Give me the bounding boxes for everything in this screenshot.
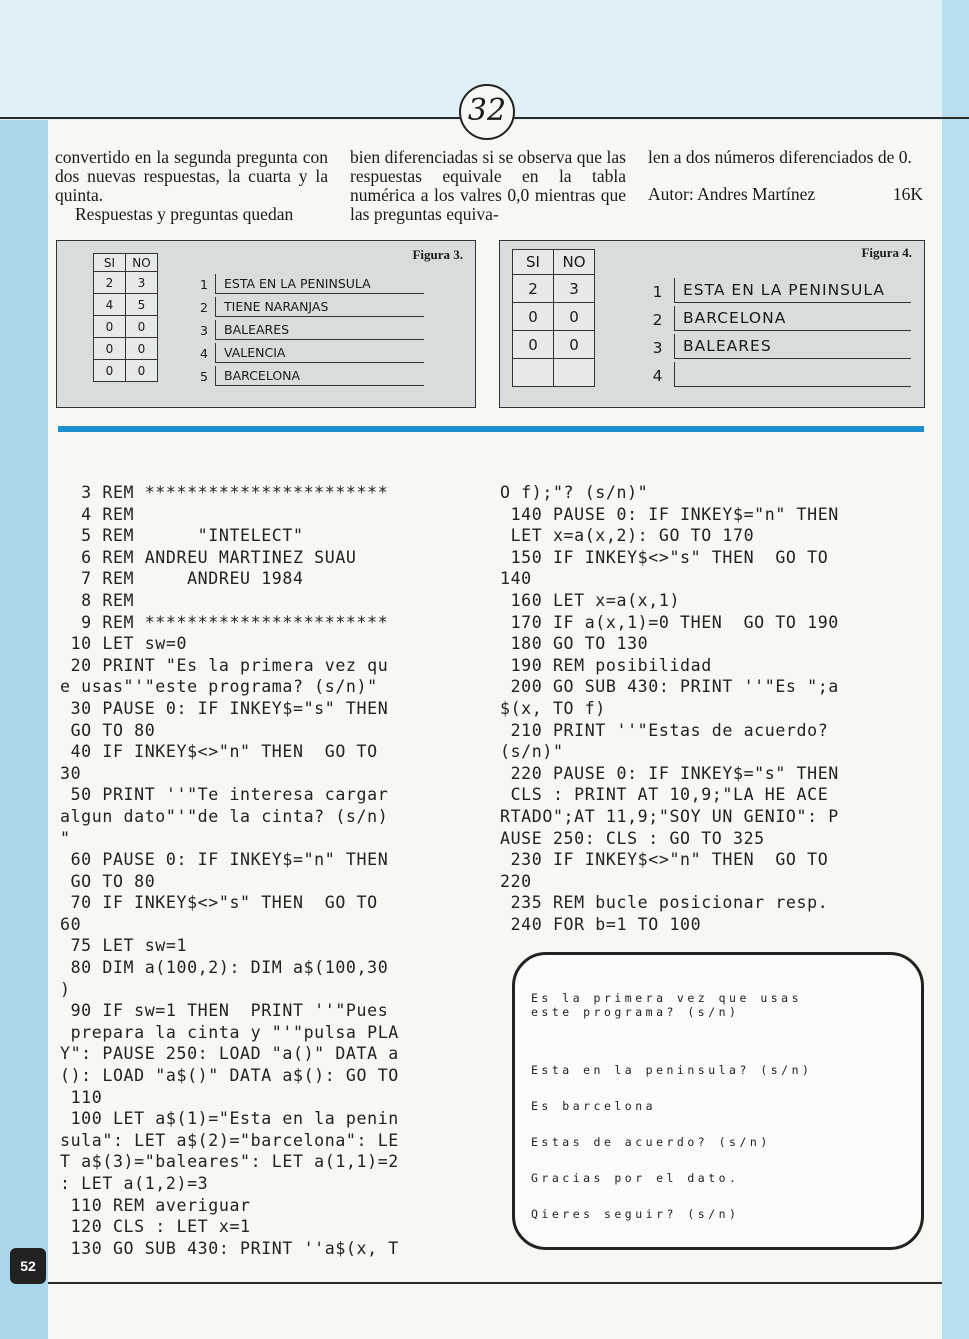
answer-text: VALENCIA: [215, 343, 424, 363]
code-line: prepara la cinta y "'"pulsa PLA: [60, 1022, 399, 1042]
figure-4: [499, 240, 925, 408]
code-line: 100 LET a$(1)="Esta en la penin: [60, 1109, 399, 1129]
table-row: [94, 316, 158, 338]
answer-number: 2: [200, 300, 208, 315]
table-header-cell: SI: [513, 250, 554, 275]
code-line: 230 IF INKEY$<>"n" THEN GO TO: [500, 850, 829, 870]
code-line: : LET a(1,2)=3: [60, 1174, 209, 1193]
screen-line: Es barcelona: [531, 1099, 657, 1113]
code-line: 70 IF INKEY$<>"s" THEN GO TO: [60, 893, 378, 913]
table-cell: 0: [94, 338, 126, 360]
figure-3-table: [93, 253, 158, 382]
answer-number: 4: [200, 346, 208, 361]
code-line: 30: [60, 763, 82, 783]
table-row: [513, 331, 595, 359]
table-cell: 0: [554, 303, 595, 331]
code-line: 6 REM ANDREU MARTINEZ SUAU: [60, 547, 357, 567]
answer-text: [674, 362, 911, 387]
intro-column-1: [55, 148, 328, 224]
code-line: algun dato"'"de la cinta? (s/n): [60, 806, 389, 826]
table-cell: [554, 359, 595, 387]
figure-3-label: Figura 3.: [412, 247, 463, 262]
code-line: T a$(3)="baleares": LET a(1,1)=2: [60, 1152, 399, 1172]
intro-paragraph: bien diferenciadas si se observa que las respuestas equivale en la tabla numérica a los valres 0,0 mientras que las preguntas equiva-: [350, 147, 626, 224]
table-header-row: [513, 250, 595, 275]
code-line: (s/n)": [500, 742, 564, 762]
code-line: 200 GO SUB 430: PRINT ''"Es ";a: [500, 677, 839, 697]
screen-line: Es la primera vez que usas: [531, 991, 803, 1005]
answer-text: ESTA EN LA PENINSULA: [215, 274, 424, 294]
answer-number: 1: [652, 283, 664, 301]
table-cell: [513, 359, 554, 387]
memory-size: 16K: [892, 184, 923, 204]
figure-4-table: [512, 249, 595, 387]
code-line: 120 CLS : LET x=1: [60, 1217, 251, 1237]
code-line: 90 IF sw=1 THEN PRINT ''"Pues: [60, 1001, 389, 1021]
table-cell: 5: [126, 294, 158, 316]
code-line: 140 PAUSE 0: IF INKEY$="n" THEN: [500, 504, 839, 524]
table-header-cell: SI: [94, 254, 126, 272]
table-cell: 0: [126, 338, 158, 360]
code-line: 9 REM ***********************: [60, 612, 389, 632]
code-line: 5 REM "INTELECT": [60, 526, 304, 546]
answer-row: [642, 359, 911, 387]
code-line: RTADO";AT 11,9;"SOY UN GENIO": P: [500, 806, 839, 826]
answer-number: 5: [200, 369, 208, 384]
intro-column-3: [648, 148, 923, 204]
screen-line: Gracias por el dato.: [531, 1171, 740, 1185]
answer-number: 3: [200, 323, 208, 338]
section-divider: [58, 426, 924, 432]
code-line: 160 LET x=a(x,1): [500, 590, 681, 610]
table-cell: 0: [513, 303, 554, 331]
table-cell: 3: [126, 272, 158, 294]
screen-line: este programa? (s/n): [531, 1005, 740, 1019]
code-line: 240 FOR b=1 TO 100: [500, 914, 702, 934]
code-line: 30 PAUSE 0: IF INKEY$="s" THEN: [60, 698, 389, 718]
code-line: Y": PAUSE 250: LOAD "a()" DATA a: [60, 1044, 399, 1064]
code-line: 110: [60, 1087, 103, 1107]
table-cell: 4: [94, 294, 126, 316]
answer-number: 4: [652, 367, 664, 385]
intro-paragraph: len a dos números diferenciados de 0.: [648, 147, 912, 167]
table-row: [513, 303, 595, 331]
code-line: 220: [500, 871, 532, 891]
code-line: 7 REM ANDREU 1984: [60, 569, 304, 589]
intro-paragraph: Respuestas y preguntas quedan: [75, 204, 294, 224]
code-line: sula": LET a$(2)="barcelona": LE: [60, 1130, 399, 1150]
code-line: 10 LET sw=0: [60, 634, 188, 654]
table-row: [94, 360, 158, 382]
code-line: 235 REM bucle posicionar resp.: [500, 893, 829, 913]
answer-number: 1: [200, 277, 208, 292]
author-credit: Autor: Andres Martínez: [648, 184, 816, 204]
code-line: 170 IF a(x,1)=0 THEN GO TO 190: [500, 612, 839, 632]
code-line: 150 IF INKEY$<>"s" THEN GO TO: [500, 547, 829, 567]
answer-text: TIENE NARANJAS: [215, 297, 424, 317]
code-line: CLS : PRINT AT 10,9;"LA HE ACE: [500, 785, 829, 805]
program-listing-left: [60, 482, 480, 1259]
table-row: [94, 272, 158, 294]
code-line: 180 GO TO 130: [500, 634, 649, 654]
answer-text: BALEARES: [215, 320, 424, 340]
code-line: ": [60, 828, 71, 848]
right-margin: [942, 0, 969, 1339]
answer-row: [642, 331, 911, 359]
screen-line: Estas de acuerdo? (s/n): [531, 1135, 771, 1149]
code-line: 40 IF INKEY$<>"n" THEN GO TO: [60, 742, 378, 762]
table-header-cell: NO: [126, 254, 158, 272]
article-number-badge: 32: [459, 84, 515, 140]
table-header-cell: NO: [554, 250, 595, 275]
code-line: GO TO 80: [60, 871, 156, 891]
left-margin: [0, 120, 48, 1339]
table-row: [94, 338, 158, 360]
code-line: ): [60, 979, 71, 999]
answer-text: BARCELONA: [215, 366, 424, 386]
answer-text: BARCELONA: [674, 306, 911, 331]
table-cell: 3: [554, 275, 595, 303]
code-line: 60: [60, 914, 82, 934]
table-row: [513, 275, 595, 303]
code-line: AUSE 250: CLS : GO TO 325: [500, 828, 765, 848]
code-line: 4 REM: [60, 504, 135, 524]
code-line: LET x=a(x,2): GO TO 170: [500, 526, 755, 546]
code-line: (): LOAD "a$()" DATA a$(): GO TO: [60, 1066, 399, 1086]
table-cell: 0: [126, 360, 158, 382]
code-line: 8 REM: [60, 590, 135, 610]
code-line: 220 PAUSE 0: IF INKEY$="s" THEN: [500, 763, 839, 783]
answer-number: 3: [652, 339, 664, 357]
answer-text: ESTA EN LA PENINSULA: [674, 278, 911, 303]
table-cell: 0: [94, 316, 126, 338]
code-line: O f);"? (s/n)": [500, 483, 649, 502]
answer-text: BALEARES: [674, 334, 911, 359]
screen-line: Esta en la peninsula? (s/n): [531, 1063, 813, 1077]
answer-row: [193, 271, 424, 294]
answer-number: 2: [652, 311, 664, 329]
answer-row: [642, 303, 911, 331]
answer-row: [193, 363, 424, 386]
code-line: 210 PRINT ''"Estas de acuerdo?: [500, 720, 829, 740]
table-cell: 2: [513, 275, 554, 303]
figure-3: [56, 240, 476, 408]
table-cell: 0: [513, 331, 554, 359]
page-number: 52: [10, 1248, 46, 1284]
code-line: GO TO 80: [60, 720, 156, 740]
code-line: 110 REM averiguar: [60, 1195, 251, 1215]
answer-row: [193, 294, 424, 317]
answer-row: [193, 317, 424, 340]
answer-row: [193, 340, 424, 363]
code-line: 140: [500, 569, 532, 589]
code-line: 3 REM ***********************: [60, 483, 389, 502]
code-line: 80 DIM a(100,2): DIM a$(100,30: [60, 958, 389, 978]
footer-rule: [48, 1282, 942, 1284]
table-cell: 2: [94, 272, 126, 294]
code-line: 130 GO SUB 430: PRINT ''a$(x, T: [60, 1238, 399, 1258]
code-line: 20 PRINT "Es la primera vez qu: [60, 655, 389, 675]
answer-row: [642, 275, 911, 303]
code-line: 190 REM posibilidad: [500, 655, 712, 675]
code-line: 50 PRINT ''"Te interesa cargar: [60, 785, 389, 805]
table-cell: 0: [554, 331, 595, 359]
table-cell: 0: [94, 360, 126, 382]
code-line: 60 PAUSE 0: IF INKEY$="n" THEN: [60, 850, 389, 870]
table-cell: 0: [126, 316, 158, 338]
table-row: [513, 359, 595, 387]
intro-paragraph: convertido en la segunda pregunta con dos nuevas respuestas, la cuarta y la quinta.: [55, 147, 328, 205]
table-header-row: [94, 254, 158, 272]
figure-4-label: Figura 4.: [861, 245, 912, 260]
program-listing-right: [500, 482, 930, 935]
screen-output-frame: [512, 952, 924, 1250]
code-line: $(x, TO f): [500, 698, 606, 718]
code-line: e usas"'"este programa? (s/n)": [60, 677, 378, 697]
code-line: 75 LET sw=1: [60, 936, 188, 956]
intro-column-2: [350, 148, 626, 224]
table-row: [94, 294, 158, 316]
screen-line: Qieres seguir? (s/n): [531, 1207, 740, 1221]
